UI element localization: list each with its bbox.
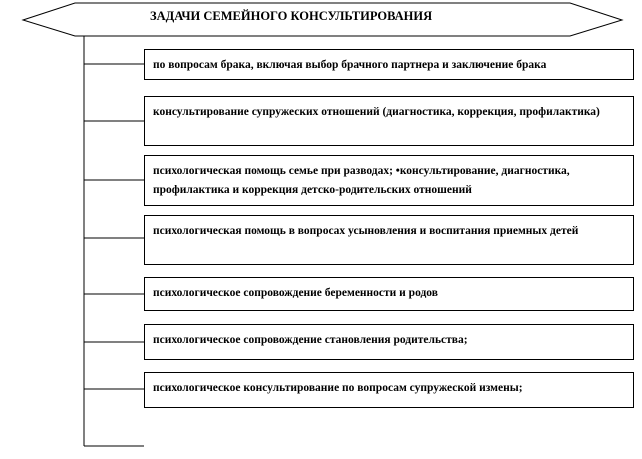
task-label: психологическое сопровождение беременности и родов (153, 287, 438, 299)
task-label: консультирование супружеских отношений (диагностика, коррекция, профилактика) (153, 106, 600, 118)
task-label: по вопросам брака, включая выбор брачного партнера и заключение брака (153, 59, 547, 71)
task-label: психологическая помощь семье при разводах; •консультирование, диагностика, профилактика и коррекция детско-родительских отношений (153, 165, 570, 196)
task-box-2 (144, 96, 634, 146)
task-box-6 (144, 324, 634, 360)
task-box-1 (144, 49, 634, 80)
task-box-3 (144, 155, 634, 206)
task-box-4 (144, 215, 634, 265)
diagram-title: ЗАДАЧИ СЕМЕЙНОГО КОНСУЛЬТИРОВАНИЯ (150, 9, 433, 23)
task-label: психологическая помощь в вопросах усыновления и воспитания приемных детей (153, 225, 579, 237)
task-box-7 (144, 372, 634, 408)
task-box-5 (144, 277, 634, 311)
task-label: психологическое сопровождение становления родительства; (153, 334, 468, 346)
task-label: психологическое консультирование по вопросам супружеской измены; (153, 382, 523, 394)
